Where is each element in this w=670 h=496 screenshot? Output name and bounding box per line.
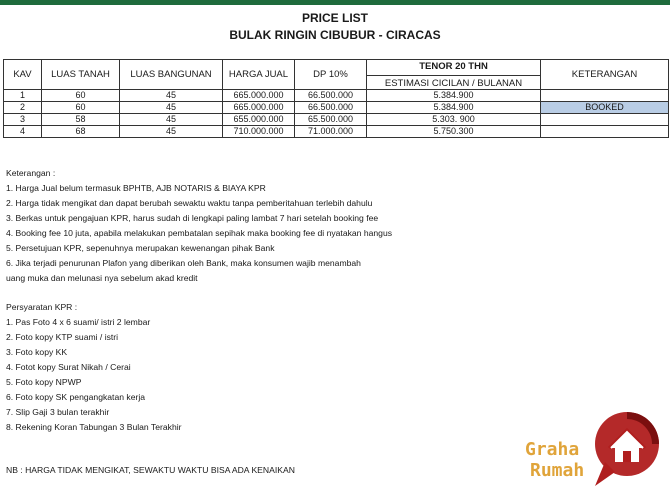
col-luas-bangunan: LUAS BANGUNAN (120, 60, 223, 90)
table-header-row (4, 60, 669, 90)
list-item: 5. Foto kopy NPWP (6, 377, 82, 387)
col-kav: KAV (4, 60, 42, 90)
cell-harga-jual: 710.000.000 (223, 126, 295, 138)
cell-luas-tanah: 60 (42, 102, 120, 114)
list-item: 5. Persetujuan KPR, sepenuhnya merupakan kewenangan pihak Bank (6, 243, 275, 253)
list-item: uang muka dan melunasi nya sebelum akad kredit (6, 273, 198, 283)
col-keterangan: KETERANGAN (541, 60, 669, 90)
cell-kav: 4 (4, 126, 42, 138)
list-item: 6. Foto kopy SK pengangkatan kerja (6, 392, 146, 402)
persyaratan-heading: Persyaratan KPR : (6, 302, 78, 312)
col-luas-tanah: LUAS TANAH (42, 60, 120, 90)
list-item: 4. Fotot kopy Surat Nikah / Cerai (6, 362, 131, 372)
col-tenor (367, 60, 541, 90)
list-item: 3. Foto kopy KK (6, 347, 68, 357)
cell-cicilan: 5.384.900 (367, 102, 541, 114)
list-item: 1. Harga Jual belum termasuk BPHTB, AJB NOTARIS & BIAYA KPR (6, 183, 266, 193)
table-row (4, 114, 669, 126)
list-item: 3. Berkas untuk pengajuan KPR, harus sudah di lengkapi paling lambat 7 hari setelah booking fee (6, 213, 379, 223)
col-dp: DP 10% (295, 60, 367, 90)
keterangan-heading: Keterangan : (6, 168, 56, 178)
cell-luas-bangunan: 45 (120, 114, 223, 126)
persyaratan-section (6, 300, 182, 435)
cell-harga-jual: 655.000.000 (223, 114, 295, 126)
page-subtitle: BULAK RINGIN CIBUBUR - CIRACAS (229, 28, 441, 42)
list-item: 7. Slip Gaji 3 bulan terakhir (6, 407, 110, 417)
cell-luas-bangunan: 45 (120, 102, 223, 114)
cell-dp: 66.500.000 (295, 90, 367, 102)
table-row (4, 102, 669, 114)
cell-harga-jual: 665.000.000 (223, 102, 295, 114)
status-badge-booked: BOOKED (541, 102, 669, 114)
table-row (4, 90, 669, 102)
list-item: 2. Foto kopy KTP suami / istri (6, 332, 119, 342)
logo-text-graha: Graha (525, 439, 580, 460)
top-bar (0, 0, 670, 5)
col-harga-jual: HARGA JUAL (223, 60, 295, 90)
cell-harga-jual: 665.000.000 (223, 90, 295, 102)
list-item: 8. Rekening Koran Tabungan 3 Bulan Terakhir (6, 422, 182, 432)
cell-dp: 65.500.000 (295, 114, 367, 126)
cell-kav: 1 (4, 90, 42, 102)
cell-keterangan (541, 90, 669, 102)
table-row (4, 126, 669, 138)
logo-text-rumah: Rumah (530, 460, 585, 481)
page-title: PRICE LIST (301, 11, 368, 25)
cell-luas-tanah: 68 (42, 126, 120, 138)
cell-keterangan (541, 126, 669, 138)
cell-luas-bangunan: 45 (120, 90, 223, 102)
cell-cicilan: 5.384.900 (367, 90, 541, 102)
keterangan-section (6, 166, 392, 286)
cell-dp: 66.500.000 (295, 102, 367, 114)
list-item: 4. Booking fee 10 juta, apabila melakukan pembatalan sepihak maka booking fee di nyatakan hangus (6, 228, 393, 238)
cell-kav: 2 (4, 102, 42, 114)
tenor-subtitle: ESTIMASI CICILAN / BULANAN (367, 75, 540, 89)
cell-kav: 3 (4, 114, 42, 126)
cell-dp: 71.000.000 (295, 126, 367, 138)
list-item: 6. Jika terjadi penurunan Plafon yang diberikan oleh Bank, maka konsumen wajib menambah (6, 258, 361, 268)
cell-luas-bangunan: 45 (120, 126, 223, 138)
cell-cicilan: 5.750.300 (367, 126, 541, 138)
list-item: 2. Harga tidak mengikat dan dapat berubah sewaktu waktu tanpa pemberitahuan terlebih dahulu (6, 198, 373, 208)
cell-luas-tanah: 58 (42, 114, 120, 126)
cell-keterangan (541, 114, 669, 126)
tenor-title: TENOR 20 THN (419, 60, 488, 72)
footer-note: NB : HARGA TIDAK MENGIKAT, SEWAKTU WAKTU BISA ADA KENAIKAN (6, 465, 295, 475)
cell-luas-tanah: 60 (42, 90, 120, 102)
price-table (3, 59, 669, 138)
list-item: 1. Pas Foto 4 x 6 suami/ istri 2 lembar (6, 317, 151, 327)
cell-cicilan: 5.303. 900 (367, 114, 541, 126)
